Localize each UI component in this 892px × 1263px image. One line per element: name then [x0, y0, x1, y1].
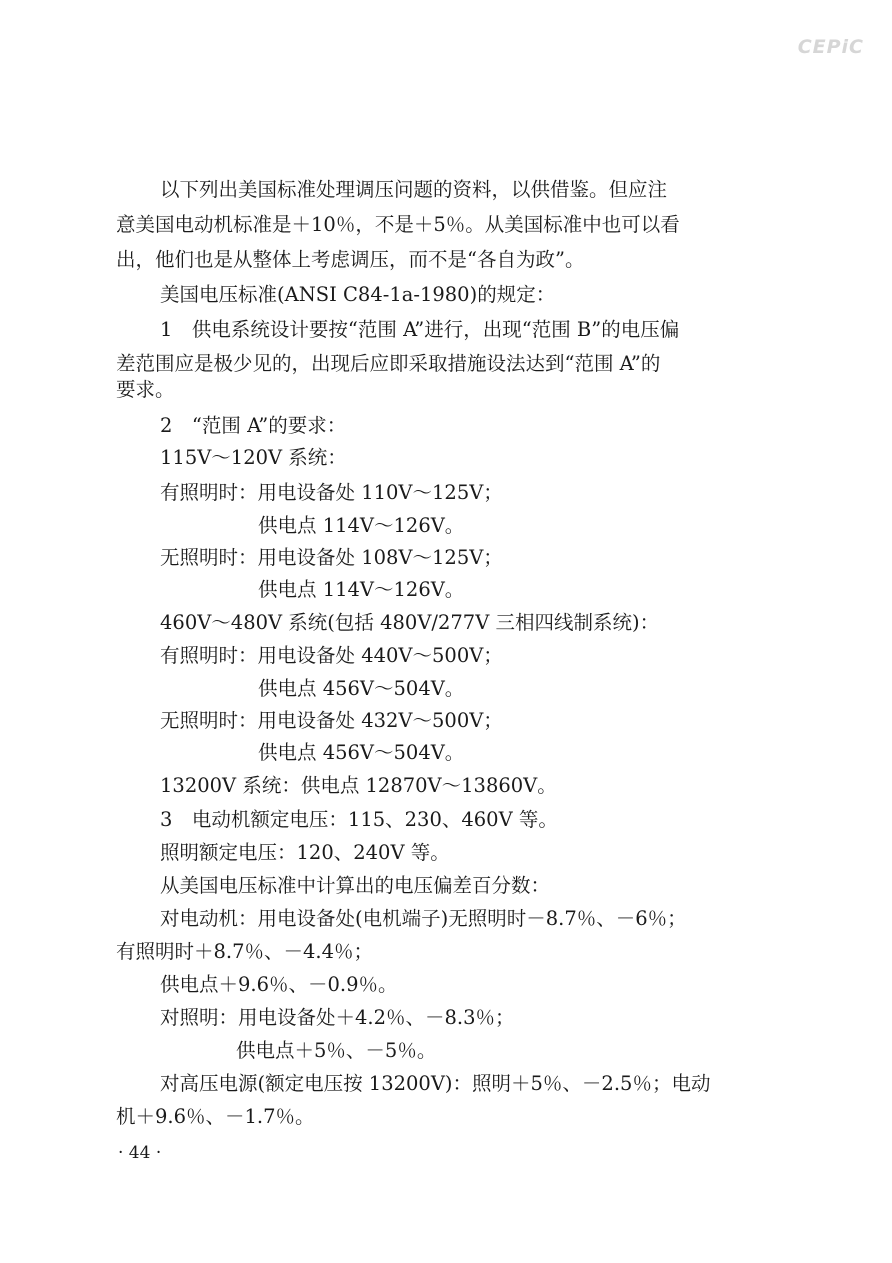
text-line: 无照明时：用电设备处 108V～125V；	[160, 546, 503, 569]
publisher-logo: CEPiC	[797, 36, 864, 58]
text-line: 以下列出美国标准处理调压问题的资料，以供借鉴。但应注	[160, 178, 668, 201]
text-line: 对照明：用电设备处＋4.2％、－8.3％；	[160, 1006, 515, 1029]
text-line: 供电点 456V～504V。	[258, 677, 465, 700]
text-line: 有照明时：用电设备处 110V～125V；	[160, 481, 503, 504]
text-line: 2 “范围 A”的要求：	[160, 414, 347, 437]
text-line: 意美国电动机标准是＋10％，不是＋5％。从美国标准中也可以看	[116, 213, 680, 236]
text-line: 差范围应是极少见的，出现后应即采取措施设法达到“范围 A”的	[116, 352, 661, 375]
text-line: 对高压电源(额定电压按 13200V)：照明＋5％、－2.5％；电动	[160, 1072, 711, 1095]
page-number: · 44 ·	[118, 1143, 162, 1163]
text-line: 供电点＋5％、－5％。	[236, 1039, 437, 1062]
text-line: 机＋9.6％、－1.7％。	[116, 1105, 315, 1128]
text-line: 供电点 456V～504V。	[258, 741, 465, 764]
text-line: 供电点＋9.6％、－0.9％。	[160, 973, 398, 996]
text-line: 无照明时：用电设备处 432V～500V；	[160, 709, 503, 732]
text-line: 460V～480V 系统(包括 480V/277V 三相四线制系统)：	[160, 611, 660, 634]
text-line: 出，他们也是从整体上考虑调压，而不是“各自为政”。	[116, 248, 585, 271]
text-line: 13200V 系统：供电点 12870V～13860V。	[160, 774, 557, 797]
text-line: 有照明时＋8.7％、－4.4％；	[116, 940, 374, 963]
text-line: 1 供电系统设计要按“范围 A”进行，出现“范围 B”的电压偏	[160, 318, 680, 341]
text-line: 要求。	[116, 378, 175, 401]
text-line: 对电动机：用电设备处(电机端子)无照明时－8.7％、－6％；	[160, 907, 687, 930]
text-line: 供电点 114V～126V。	[258, 578, 465, 601]
text-line: 从美国电压标准中计算出的电压偏差百分数：	[160, 874, 551, 897]
text-line: 115V～120V 系统：	[160, 446, 347, 469]
text-line: 3 电动机额定电压：115、230、460V 等。	[160, 808, 558, 831]
text-line: 有照明时：用电设备处 440V～500V；	[160, 644, 503, 667]
text-line: 供电点 114V～126V。	[258, 514, 465, 537]
text-line: 美国电压标准(ANSI C84-1a-1980)的规定：	[160, 283, 556, 306]
text-line: 照明额定电压：120、240V 等。	[160, 841, 450, 864]
